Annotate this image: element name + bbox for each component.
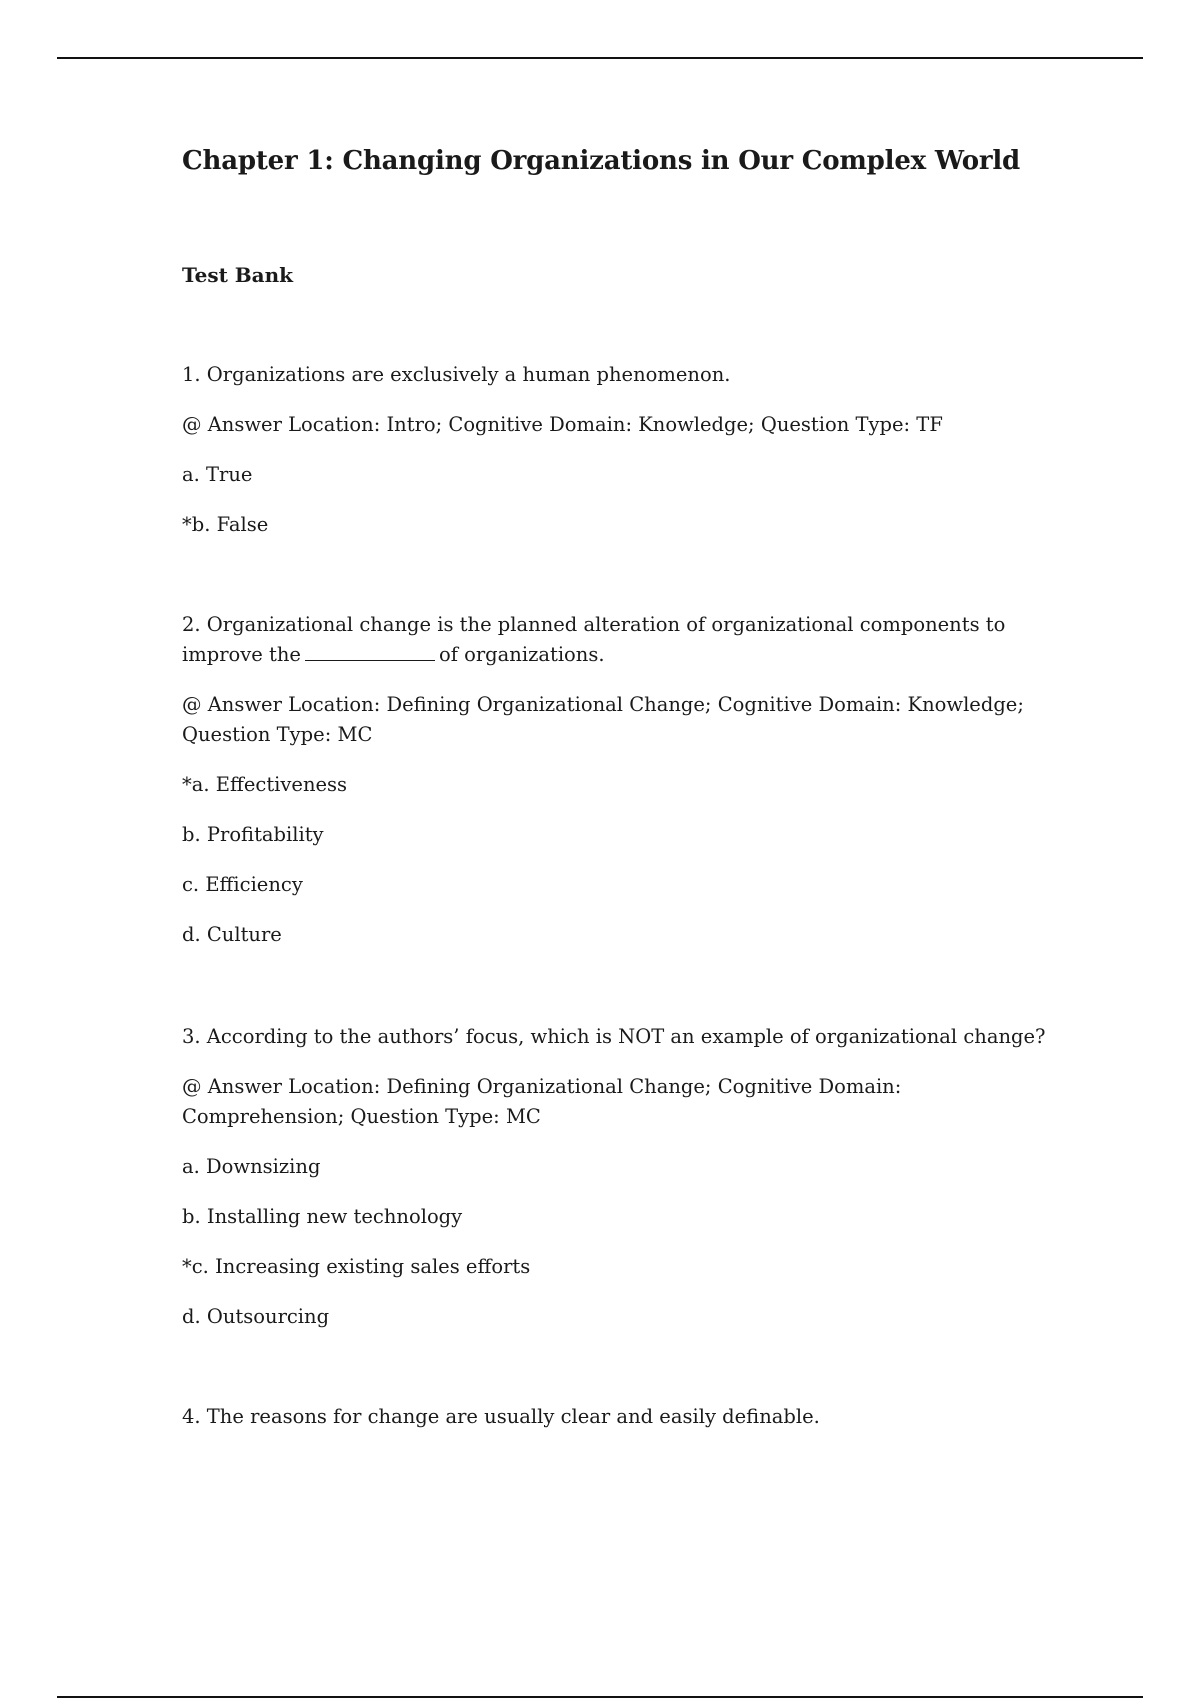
answer-option: d. Culture — [182, 923, 282, 946]
question-stem-part-2: of organizations. — [438, 643, 605, 666]
question-1 — [182, 360, 1062, 560]
answer-option-correct: *b. False — [182, 513, 269, 536]
question-stem — [182, 610, 1062, 670]
answer-option: b. Installing new technology — [182, 1205, 463, 1228]
answer-meta: @ Answer Location: Defining Organizational Change; Cognitive Domain: Comprehension; Question Type: MC — [182, 1075, 902, 1128]
section-label: Test Bank — [182, 263, 294, 287]
bottom-rule — [57, 1696, 1143, 1698]
answer-option-correct: *a. Effectiveness — [182, 773, 348, 796]
question-stem: 3. According to the authors’ focus, which is NOT an example of organizational change? — [182, 1025, 1046, 1048]
answer-option: b. Profitability — [182, 823, 324, 846]
question-stem: 1. Organizations are exclusively a human phenomenon. — [182, 363, 731, 386]
question-stem-part-1: 2. Organizational change is the planned alteration of organizational components to improve the — [182, 613, 1006, 666]
answer-option: d. Outsourcing — [182, 1305, 330, 1328]
answer-option: a. Downsizing — [182, 1155, 321, 1178]
question-3 — [182, 1022, 1062, 1352]
fill-in-blank — [305, 642, 435, 661]
question-2 — [182, 610, 1062, 970]
question-4 — [182, 1402, 1062, 1452]
question-stem: 4. The reasons for change are usually clear and easily definable. — [182, 1405, 820, 1428]
chapter-title: Chapter 1: Changing Organizations in Our Complex World — [182, 146, 1020, 176]
top-rule — [57, 57, 1143, 59]
answer-option: c. Efficiency — [182, 873, 303, 896]
answer-meta: @ Answer Location: Defining Organizational Change; Cognitive Domain: Knowledge; Question Type: MC — [182, 693, 1024, 746]
answer-option: a. True — [182, 463, 253, 486]
answer-option-correct: *c. Increasing existing sales efforts — [182, 1255, 531, 1278]
answer-meta: @ Answer Location: Intro; Cognitive Domain: Knowledge; Question Type: TF — [182, 413, 943, 436]
